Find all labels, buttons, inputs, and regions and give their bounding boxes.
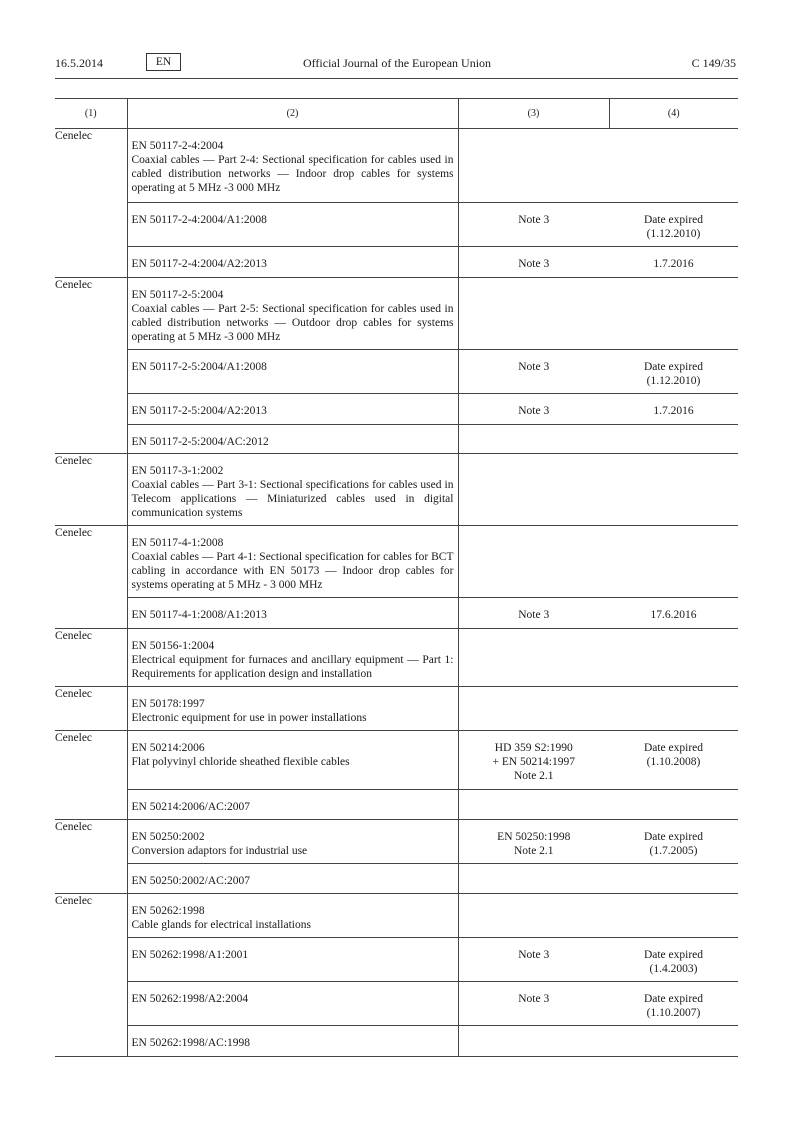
superseded-standard-cell (458, 629, 609, 687)
column-header-3: (3) (458, 99, 609, 129)
reference-cell (127, 350, 458, 394)
table-row (55, 129, 738, 203)
standard-title: Cable glands for electrical installations (131, 919, 311, 931)
superseded-standard-cell: Note 3 (458, 982, 609, 1026)
cessation-date-cell: Date expired (1.7.2005) (609, 820, 738, 864)
superseded-standard-cell (458, 687, 609, 731)
table-row (55, 982, 738, 1026)
reference-cell (127, 247, 458, 278)
org-cell: Cenelec (55, 687, 127, 731)
reference-cell (127, 938, 458, 982)
reference-cell (127, 278, 458, 350)
superseded-standard-cell: Note 3 (458, 350, 609, 394)
cessation-date-cell (609, 526, 738, 598)
superseded-standard-cell: Note 3 (458, 247, 609, 278)
standard-title: Coaxial cables — Part 2-5: Sectional specification for cables used in cabled distribution networks — Outdoor drop cables for systems operating at 5 MHz -3 000 MHz (131, 303, 454, 343)
org-cell: Cenelec (55, 894, 127, 1057)
superseded-standard-cell (458, 894, 609, 938)
superseded-standard-cell (458, 864, 609, 894)
superseded-standard-cell (458, 425, 609, 454)
reference-cell (127, 454, 458, 526)
superseded-standard-cell (458, 790, 609, 820)
standard-reference: EN 50117-2-4:2004 (131, 140, 224, 152)
reference-cell (127, 820, 458, 864)
reference-cell (127, 864, 458, 894)
superseded-standard-cell: HD 359 S2:1990 + EN 50214:1997 Note 2.1 (458, 731, 609, 790)
table-row (55, 938, 738, 982)
reference-cell (127, 1026, 458, 1057)
standard-reference: EN 50117-2-4:2004/A1:2008 (131, 214, 267, 226)
standard-reference: EN 50262:1998 (131, 905, 205, 917)
column-header-4: (4) (609, 99, 738, 129)
cessation-date-cell (609, 425, 738, 454)
cessation-date-cell (609, 454, 738, 526)
superseded-standard-cell (458, 1026, 609, 1057)
reference-cell (127, 129, 458, 203)
standard-reference: EN 50156-1:2004 (131, 640, 215, 652)
org-cell: Cenelec (55, 629, 127, 687)
cessation-date-cell (609, 1026, 738, 1057)
cessation-date-cell: 17.6.2016 (609, 598, 738, 629)
reference-cell (127, 687, 458, 731)
reference-cell (127, 894, 458, 938)
standard-reference: EN 50117-2-5:2004 (131, 289, 224, 301)
standard-reference: EN 50117-2-4:2004/A2:2013 (131, 258, 267, 270)
standard-reference: EN 50250:2002 (131, 831, 205, 843)
journal-reference: C 149/35 (691, 56, 736, 70)
org-cell: Cenelec (55, 278, 127, 454)
cessation-date-cell (609, 129, 738, 203)
table-row (55, 598, 738, 629)
table-row (55, 1026, 738, 1057)
org-cell: Cenelec (55, 129, 127, 278)
standard-reference: EN 50117-4-1:2008 (131, 537, 224, 549)
reference-cell (127, 394, 458, 425)
cessation-date-cell (609, 629, 738, 687)
reference-cell (127, 425, 458, 454)
superseded-standard-cell: Note 3 (458, 938, 609, 982)
standard-title: Conversion adaptors for industrial use (131, 845, 308, 857)
table-row (55, 247, 738, 278)
cessation-date-cell (609, 894, 738, 938)
standard-reference: EN 50117-4-1:2008/A1:2013 (131, 609, 267, 621)
superseded-standard-cell (458, 454, 609, 526)
header-divider (55, 78, 738, 79)
journal-title: Official Journal of the European Union (302, 56, 492, 70)
org-cell: Cenelec (55, 526, 127, 629)
standard-reference: EN 50262:1998/AC:1998 (131, 1037, 251, 1049)
standard-reference: EN 50262:1998/A2:2004 (131, 993, 249, 1005)
cessation-date-cell (609, 687, 738, 731)
cessation-date-cell (609, 864, 738, 894)
reference-cell (127, 982, 458, 1026)
standard-title: Electrical equipment for furnaces and ancillary equipment — Part 1: Requirements for application design and installation (131, 654, 454, 680)
standard-reference: EN 50262:1998/A1:2001 (131, 949, 249, 961)
cessation-date-cell: 1.7.2016 (609, 394, 738, 425)
column-header-2: (2) (127, 99, 458, 129)
standard-reference: EN 50117-2-5:2004/AC:2012 (131, 436, 269, 448)
reference-cell (127, 790, 458, 820)
table-row (55, 350, 738, 394)
standard-title: Coaxial cables — Part 2-4: Sectional specification for cables used in cabled distribution networks — Indoor drop cables for systems operating at 5 MHz -3 000 MHz (131, 154, 454, 194)
cessation-date-cell: Date expired (1.4.2003) (609, 938, 738, 982)
table-row (55, 864, 738, 894)
reference-cell (127, 526, 458, 598)
header-date: 16.5.2014 (55, 56, 103, 70)
org-cell: Cenelec (55, 820, 127, 894)
superseded-standard-cell (458, 278, 609, 350)
standard-title: Flat polyvinyl chloride sheathed flexible cables (131, 756, 350, 768)
standard-title: Coaxial cables — Part 3-1: Sectional specifications for cables used in Telecom applications — Miniaturized cables used in digital communication systems (131, 479, 454, 519)
standard-title: Electronic equipment for use in power installations (131, 712, 367, 724)
table-row (55, 454, 738, 526)
table-row (55, 394, 738, 425)
table-row (55, 526, 738, 598)
standard-reference: EN 50250:2002/AC:2007 (131, 875, 251, 887)
superseded-standard-cell: Note 3 (458, 598, 609, 629)
table-row (55, 629, 738, 687)
reference-cell (127, 203, 458, 247)
standard-reference: EN 50117-2-5:2004/A1:2008 (131, 361, 267, 373)
table-row (55, 790, 738, 820)
column-header-row (55, 99, 738, 129)
table-row (55, 278, 738, 350)
standard-reference: EN 50117-2-5:2004/A2:2013 (131, 405, 267, 417)
superseded-standard-cell: Note 3 (458, 394, 609, 425)
language-badge: EN (146, 53, 181, 71)
table-row (55, 820, 738, 864)
cessation-date-cell: Date expired (1.12.2010) (609, 203, 738, 247)
column-header-1: (1) (55, 99, 127, 129)
table-row (55, 425, 738, 454)
reference-cell (127, 629, 458, 687)
reference-cell (127, 598, 458, 629)
standard-title: Coaxial cables — Part 4-1: Sectional specification for cables for BCT cabling in accordance with EN 50173 — Indoor drop cables for systems operating at 5 MHz - 3 000 MHz (131, 551, 454, 591)
cessation-date-cell: Date expired (1.10.2007) (609, 982, 738, 1026)
cessation-date-cell (609, 790, 738, 820)
superseded-standard-cell (458, 129, 609, 203)
superseded-standard-cell: EN 50250:1998 Note 2.1 (458, 820, 609, 864)
standards-table (55, 98, 738, 1057)
cessation-date-cell: 1.7.2016 (609, 247, 738, 278)
table-row (55, 894, 738, 938)
standard-reference: EN 50214:2006 (131, 742, 205, 754)
standard-reference: EN 50178:1997 (131, 698, 205, 710)
table-row (55, 687, 738, 731)
cessation-date-cell: Date expired (1.10.2008) (609, 731, 738, 790)
superseded-standard-cell (458, 526, 609, 598)
table-body (55, 129, 738, 1057)
table-row (55, 203, 738, 247)
cessation-date-cell (609, 278, 738, 350)
reference-cell (127, 731, 458, 790)
org-cell: Cenelec (55, 731, 127, 820)
standard-reference: EN 50117-3-1:2002 (131, 465, 224, 477)
standard-reference: EN 50214:2006/AC:2007 (131, 801, 251, 813)
table-row (55, 731, 738, 790)
cessation-date-cell: Date expired (1.12.2010) (609, 350, 738, 394)
org-cell: Cenelec (55, 454, 127, 526)
superseded-standard-cell: Note 3 (458, 203, 609, 247)
